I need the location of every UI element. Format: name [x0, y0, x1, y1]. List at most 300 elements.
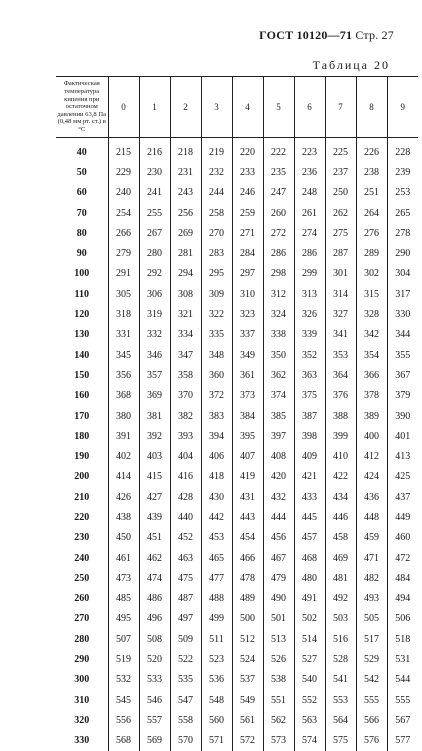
- table-cell: 398: [294, 426, 325, 446]
- table-cell: 269: [170, 223, 201, 243]
- table-cell: 545: [108, 690, 139, 710]
- table-cell: 332: [139, 325, 170, 345]
- row-temperature: 260: [56, 589, 108, 609]
- table-cell: 490: [263, 589, 294, 609]
- column-header: 5: [263, 77, 294, 138]
- table-cell: 427: [139, 487, 170, 507]
- table-cell: 403: [139, 446, 170, 466]
- table-cell: 456: [263, 528, 294, 548]
- table-cell: 495: [108, 609, 139, 629]
- row-temperature: 290: [56, 649, 108, 669]
- table-cell: 418: [201, 467, 232, 487]
- table-cell: 335: [201, 325, 232, 345]
- table-row: [56, 507, 418, 527]
- table-cell: 413: [395, 451, 411, 463]
- table-cell: 243: [170, 183, 201, 203]
- table-cell: 433: [294, 487, 325, 507]
- table-cell: 342: [356, 325, 387, 345]
- table-cell: 258: [201, 203, 232, 223]
- column-header: 0: [108, 77, 139, 138]
- row-temperature: 90: [56, 243, 108, 263]
- table-cell: 509: [170, 629, 201, 649]
- table-cell: 443: [232, 507, 263, 527]
- table-cell: 458: [325, 528, 356, 548]
- table-cell: 230: [139, 162, 170, 182]
- table-cell: 552: [294, 690, 325, 710]
- table-cell: 542: [356, 670, 387, 690]
- row-temperature: 320: [56, 710, 108, 730]
- table-cell: 469: [325, 548, 356, 568]
- table-cell: 264: [356, 203, 387, 223]
- row-temperature: 210: [56, 487, 108, 507]
- row-temperature: 180: [56, 426, 108, 446]
- table-cell: 232: [201, 162, 232, 182]
- table-cell: 259: [232, 203, 263, 223]
- table-cell: 481: [325, 568, 356, 588]
- table-cell: 549: [232, 690, 263, 710]
- table-cell: 383: [201, 406, 232, 426]
- table-row: [56, 629, 418, 649]
- table-cell: 571: [201, 731, 232, 751]
- table-cell: 388: [325, 406, 356, 426]
- table-cell: 506: [395, 613, 411, 625]
- table-cell: 573: [263, 731, 294, 751]
- table-cell: 566: [356, 710, 387, 730]
- table-cell: 558: [170, 710, 201, 730]
- table-cell: 278: [395, 227, 411, 239]
- table-cell: 488: [201, 589, 232, 609]
- table-cell: 548: [201, 690, 232, 710]
- table-cell: 381: [139, 406, 170, 426]
- table-cell: 337: [232, 325, 263, 345]
- table-row: [56, 223, 418, 243]
- table-cell: 522: [170, 649, 201, 669]
- table-cell: 574: [294, 731, 325, 751]
- table-cell: 331: [108, 325, 139, 345]
- table-cell: 528: [325, 649, 356, 669]
- table-cell: 457: [294, 528, 325, 548]
- table-cell: 369: [139, 386, 170, 406]
- table-cell: 461: [108, 548, 139, 568]
- table-cell: 318: [108, 304, 139, 324]
- row-temperature: 330: [56, 731, 108, 751]
- table-cell: 560: [201, 710, 232, 730]
- table-row: [56, 365, 418, 385]
- table-cell: 516: [325, 629, 356, 649]
- table-cell: 533: [139, 670, 170, 690]
- table-row: [56, 487, 418, 507]
- table-cell: 376: [325, 386, 356, 406]
- table-cell: 373: [232, 386, 263, 406]
- table-cell: 557: [139, 710, 170, 730]
- table-row: [56, 345, 418, 365]
- table-cell: 255: [139, 203, 170, 223]
- table-cell: 419: [232, 467, 263, 487]
- row-temperature: 230: [56, 528, 108, 548]
- table-cell: 302: [356, 264, 387, 284]
- table-row: [56, 568, 418, 588]
- table-cell: 454: [232, 528, 263, 548]
- table-cell: 283: [201, 243, 232, 263]
- table-cell: 544: [395, 674, 411, 686]
- table-cell: 379: [395, 390, 411, 402]
- table-row: [56, 609, 418, 629]
- table-cell: 372: [201, 386, 232, 406]
- table-cell: 468: [294, 548, 325, 568]
- table-cell: 570: [170, 731, 201, 751]
- table-cell: 431: [232, 487, 263, 507]
- table-cell: 380: [108, 406, 139, 426]
- table-row: [56, 467, 418, 487]
- row-temperature: 150: [56, 365, 108, 385]
- table-cell: 446: [325, 507, 356, 527]
- table-cell: 437: [395, 491, 411, 503]
- row-temperature: 280: [56, 629, 108, 649]
- row-temperature: 300: [56, 670, 108, 690]
- table-cell: 216: [139, 138, 170, 163]
- table-cell: 220: [232, 138, 263, 163]
- table-cell: 289: [356, 243, 387, 263]
- table-cell: 368: [108, 386, 139, 406]
- table-cell: 350: [263, 345, 294, 365]
- table-caption: Таблица 20: [312, 58, 390, 72]
- table-cell: 261: [294, 203, 325, 223]
- table-cell: 256: [170, 203, 201, 223]
- table-cell: 514: [294, 629, 325, 649]
- row-temperature: 80: [56, 223, 108, 243]
- table-cell: 274: [294, 223, 325, 243]
- table-cell: 428: [170, 487, 201, 507]
- table-cell: 487: [170, 589, 201, 609]
- table-row: [56, 304, 418, 324]
- table-cell: 328: [356, 304, 387, 324]
- table-cell: 267: [139, 223, 170, 243]
- table-cell: 445: [294, 507, 325, 527]
- table-cell: 352: [294, 345, 325, 365]
- table-cell: 392: [139, 426, 170, 446]
- table-row: [56, 386, 418, 406]
- table-cell: 491: [294, 589, 325, 609]
- table-cell: 496: [139, 609, 170, 629]
- table-cell: 532: [108, 670, 139, 690]
- table-cell: 400: [356, 426, 387, 446]
- table-cell: 254: [108, 203, 139, 223]
- table-cell: 555: [356, 690, 387, 710]
- table-cell: 364: [325, 365, 356, 385]
- table-cell: 442: [201, 507, 232, 527]
- table-cell: 572: [232, 731, 263, 751]
- table-cell: 281: [170, 243, 201, 263]
- table-cell: 526: [263, 649, 294, 669]
- table-cell: 323: [232, 304, 263, 324]
- page-header: [259, 28, 394, 43]
- column-header: 8: [356, 77, 387, 138]
- table-cell: 450: [108, 528, 139, 548]
- table-cell: 391: [108, 426, 139, 446]
- table-cell: 489: [232, 589, 263, 609]
- row-temperature: 270: [56, 609, 108, 629]
- table-cell: 354: [356, 345, 387, 365]
- column-header: 6: [294, 77, 325, 138]
- table-cell: 370: [170, 386, 201, 406]
- table-cell: 430: [201, 487, 232, 507]
- table-cell: 390: [395, 410, 411, 422]
- table-cell: 477: [201, 568, 232, 588]
- table-cell: 362: [263, 365, 294, 385]
- table-cell: 363: [294, 365, 325, 385]
- table-cell: 260: [263, 203, 294, 223]
- table-cell: 317: [395, 288, 411, 300]
- table-cell: 345: [108, 345, 139, 365]
- table-cell: 313: [294, 284, 325, 304]
- table-cell: 238: [356, 162, 387, 182]
- table-cell: 341: [325, 325, 356, 345]
- table-cell: 426: [108, 487, 139, 507]
- table-cell: 402: [108, 446, 139, 466]
- table-cell: 471: [356, 548, 387, 568]
- table-cell: 309: [201, 284, 232, 304]
- row-temperature: 240: [56, 548, 108, 568]
- table-cell: 520: [139, 649, 170, 669]
- table-cell: 475: [170, 568, 201, 588]
- table-cell: 355: [395, 349, 411, 361]
- table-cell: 449: [395, 511, 411, 523]
- table-cell: 266: [108, 223, 139, 243]
- table-cell: 246: [232, 183, 263, 203]
- table-cell: 439: [139, 507, 170, 527]
- table-cell: 406: [201, 446, 232, 466]
- table-cell: 334: [170, 325, 201, 345]
- table-cell: 375: [294, 386, 325, 406]
- table-cell: 555: [395, 694, 411, 706]
- table-cell: 497: [170, 609, 201, 629]
- table-row: [56, 548, 418, 568]
- header-temperature-description: Фактическая температура кипения при остаточном давлении 63,8 Па (0,48 мм рт. ст.) в °С: [56, 77, 108, 138]
- table-cell: 361: [232, 365, 263, 385]
- table-cell: 523: [201, 649, 232, 669]
- table-body: [56, 138, 418, 751]
- table-cell: 218: [170, 138, 201, 163]
- table-cell: 253: [395, 187, 411, 199]
- table-cell: 284: [232, 243, 263, 263]
- table-cell: 276: [356, 223, 387, 243]
- table-cell: 564: [325, 710, 356, 730]
- row-temperature: 160: [56, 386, 108, 406]
- table-cell: 577: [395, 735, 411, 747]
- table-cell: 536: [201, 670, 232, 690]
- table-cell: 569: [139, 731, 170, 751]
- table-cell: 295: [201, 264, 232, 284]
- table-cell: 407: [232, 446, 263, 466]
- table-cell: 397: [263, 426, 294, 446]
- row-temperature: 60: [56, 183, 108, 203]
- table-cell: 291: [108, 264, 139, 284]
- table-row: [56, 183, 418, 203]
- table-cell: 287: [325, 243, 356, 263]
- table-cell: 472: [395, 552, 411, 564]
- table-cell: 434: [325, 487, 356, 507]
- table-cell: 357: [139, 365, 170, 385]
- row-temperature: 40: [56, 138, 108, 163]
- table-cell: 270: [201, 223, 232, 243]
- table-cell: 494: [395, 593, 411, 605]
- table-cell: 250: [325, 183, 356, 203]
- table-cell: 324: [263, 304, 294, 324]
- table-cell: 395: [232, 426, 263, 446]
- table-cell: 321: [170, 304, 201, 324]
- row-temperature: 140: [56, 345, 108, 365]
- table-cell: 353: [325, 345, 356, 365]
- table-cell: 322: [201, 304, 232, 324]
- table-cell: 286: [294, 243, 325, 263]
- table-cell: 485: [108, 589, 139, 609]
- table-cell: 301: [325, 264, 356, 284]
- table-cell: 499: [201, 609, 232, 629]
- table-cell: 235: [263, 162, 294, 182]
- table-cell: 347: [170, 345, 201, 365]
- table-cell: 500: [232, 609, 263, 629]
- table-cell: 348: [201, 345, 232, 365]
- table-cell: 425: [395, 471, 411, 483]
- row-temperature: 50: [56, 162, 108, 182]
- table-cell: 240: [108, 183, 139, 203]
- table-cell: 466: [232, 548, 263, 568]
- table-cell: 448: [356, 507, 387, 527]
- table-cell: 531: [395, 654, 411, 666]
- table-cell: 462: [139, 548, 170, 568]
- table-cell: 382: [170, 406, 201, 426]
- table-cell: 344: [395, 329, 411, 341]
- row-temperature: 110: [56, 284, 108, 304]
- table-cell: 294: [170, 264, 201, 284]
- table-cell: 409: [294, 446, 325, 466]
- table-cell: 251: [356, 183, 387, 203]
- table-cell: 529: [356, 649, 387, 669]
- table-row: [56, 203, 418, 223]
- table-row: [56, 446, 418, 466]
- table-cell: 315: [356, 284, 387, 304]
- table-cell: 410: [325, 446, 356, 466]
- table-cell: 299: [294, 264, 325, 284]
- column-header: 4: [232, 77, 263, 138]
- column-header: 7: [325, 77, 356, 138]
- table-cell: 358: [170, 365, 201, 385]
- row-temperature: 310: [56, 690, 108, 710]
- column-header: 9: [387, 77, 418, 138]
- table-cell: 440: [170, 507, 201, 527]
- table-cell: 576: [356, 731, 387, 751]
- table-cell: 404: [170, 446, 201, 466]
- column-header: 1: [139, 77, 170, 138]
- table-row: [56, 731, 418, 751]
- row-temperature: 220: [56, 507, 108, 527]
- table-cell: 473: [108, 568, 139, 588]
- table-cell: 286: [263, 243, 294, 263]
- table-cell: 432: [263, 487, 294, 507]
- table-cell: 366: [356, 365, 387, 385]
- table-cell: 401: [395, 430, 411, 442]
- table-cell: 459: [356, 528, 387, 548]
- table-cell: 414: [108, 467, 139, 487]
- table-cell: 524: [232, 649, 263, 669]
- table-cell: 492: [325, 589, 356, 609]
- table-cell: 482: [356, 568, 387, 588]
- table-cell: 360: [201, 365, 232, 385]
- table-cell: 568: [108, 731, 139, 751]
- table-cell: 367: [395, 369, 411, 381]
- table-cell: 541: [325, 670, 356, 690]
- row-temperature: 130: [56, 325, 108, 345]
- table-cell: 298: [263, 264, 294, 284]
- table-cell: 349: [232, 345, 263, 365]
- table-cell: 415: [139, 467, 170, 487]
- table-cell: 248: [294, 183, 325, 203]
- table-cell: 436: [356, 487, 387, 507]
- table-cell: 535: [170, 670, 201, 690]
- table-row: [56, 426, 418, 446]
- table-cell: 511: [201, 629, 232, 649]
- table-cell: 420: [263, 467, 294, 487]
- table-cell: 326: [294, 304, 325, 324]
- table-cell: 546: [139, 690, 170, 710]
- table-cell: 262: [325, 203, 356, 223]
- table-cell: 512: [232, 629, 263, 649]
- table-cell: 305: [108, 284, 139, 304]
- table-cell: 330: [395, 309, 411, 321]
- table-row: [56, 528, 418, 548]
- table-cell: 275: [325, 223, 356, 243]
- row-temperature: 70: [56, 203, 108, 223]
- table-cell: 271: [232, 223, 263, 243]
- table-cell: 265: [395, 207, 411, 219]
- table-cell: 416: [170, 467, 201, 487]
- table-cell: 226: [356, 138, 387, 163]
- table-cell: 479: [263, 568, 294, 588]
- table-cell: 384: [232, 406, 263, 426]
- table-cell: 451: [139, 528, 170, 548]
- table-cell: 517: [356, 629, 387, 649]
- table-cell: 306: [139, 284, 170, 304]
- row-temperature: 170: [56, 406, 108, 426]
- table-row: [56, 589, 418, 609]
- table-header-row: [56, 77, 418, 138]
- table-row: [56, 690, 418, 710]
- table-row: [56, 284, 418, 304]
- table-cell: 215: [108, 138, 139, 163]
- table-cell: 453: [201, 528, 232, 548]
- row-temperature: 190: [56, 446, 108, 466]
- table-cell: 304: [395, 268, 411, 280]
- table-cell: 547: [170, 690, 201, 710]
- table-cell: 378: [356, 386, 387, 406]
- table-cell: 575: [325, 731, 356, 751]
- table-cell: 501: [263, 609, 294, 629]
- table-cell: 421: [294, 467, 325, 487]
- table-row: [56, 670, 418, 690]
- table-cell: 551: [263, 690, 294, 710]
- table-cell: 346: [139, 345, 170, 365]
- table-cell: 540: [294, 670, 325, 690]
- table-cell: 486: [139, 589, 170, 609]
- table-cell: 474: [139, 568, 170, 588]
- table-cell: 505: [356, 609, 387, 629]
- table-row: [56, 162, 418, 182]
- standard-number: ГОСТ 10120—71: [259, 28, 353, 42]
- table-cell: 229: [108, 162, 139, 182]
- column-header: 2: [170, 77, 201, 138]
- table-cell: 310: [232, 284, 263, 304]
- table-cell: 463: [170, 548, 201, 568]
